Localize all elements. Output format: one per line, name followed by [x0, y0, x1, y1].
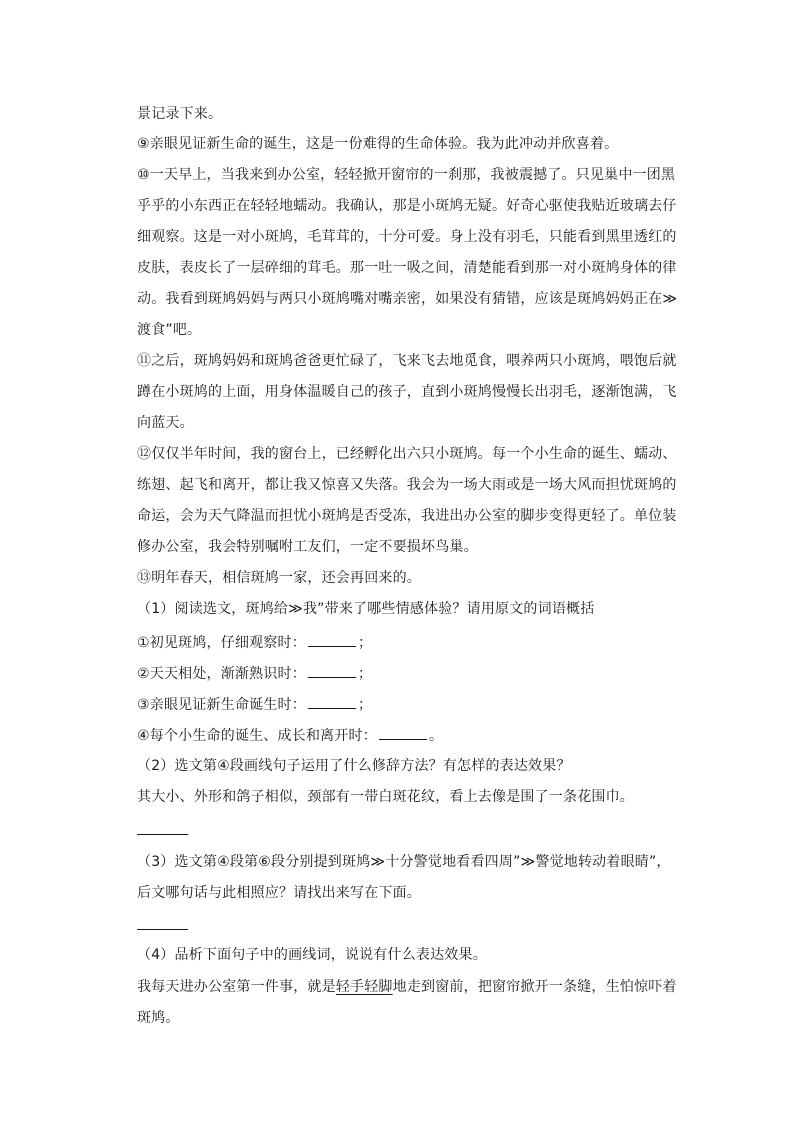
answer-blank[interactable] [308, 695, 356, 709]
paragraph-10-line-3: 细观察。这是一对小斑鸠，毛茸茸的，十分可爱。身上没有羽毛，只能看到黑里透红的 [137, 229, 677, 245]
item-end: ； [357, 666, 373, 682]
text-line: 景记录下来。 [137, 106, 223, 122]
paragraph-13: ⑬明年春天，相信斑鸠一家，还会再回来的。 [137, 570, 421, 586]
paragraph-12-line-3: 命运，会为天气降温而担忧小斑鸠是否受冻，我进出办公室的脚步变得更轻了。单位装 [137, 508, 677, 524]
answer-blank[interactable] [379, 726, 427, 740]
item-end: 。 [428, 728, 444, 744]
answer-line[interactable] [137, 929, 188, 930]
question-1-item [137, 664, 372, 683]
question-2-prompt: （2）选文第④段画线句子运用了什么修辞方法？有怎样的表达效果？ [137, 758, 571, 774]
item-label: ①初见斑鸠，仔细观察时： [137, 635, 306, 651]
sentence-text: 地走到窗前，把窗帘掀开一条缝，生怕惊吓着 [392, 979, 677, 995]
item-end: ； [357, 635, 373, 651]
question-1-item [137, 695, 372, 714]
paragraph-11-line-3: 向蓝天。 [137, 415, 194, 431]
question-1-item [137, 633, 372, 652]
paragraph-12-line-1: ⑫仅仅半年时间，我的窗台上，已经孵化出六只小斑鸠。每一个小生命的诞生、蠕动、 [137, 446, 677, 462]
paragraph-11-line-1: ⑪之后，斑鸠妈妈和斑鸠爸爸更忙碌了，飞来飞去地觅食，喂养两只小斑鸠，喂饱后就 [137, 353, 677, 369]
question-4-sentence [137, 978, 677, 996]
answer-blank[interactable] [308, 633, 356, 647]
paragraph-10-line-5: 动。我看到斑鸠妈妈与两只小斑鸠嘴对嘴亲密，如果没有猜错，应该是斑鸠妈妈正在≫ [137, 291, 678, 307]
question-1-prompt: （1）阅读选文，斑鸠给≫我”带来了哪些情感体验？请用原文的词语概括 [137, 601, 595, 617]
question-1-item [137, 726, 443, 745]
underlined-word: 轻手轻脚 [335, 979, 393, 995]
question-3-prompt-line-2: 后文哪句话与此相照应？请找出来写在下面。 [137, 885, 421, 901]
paragraph-10-line-1: ⑩一天早上，当我来到办公室，轻轻掀开窗帘的一刹那，我被震撼了。只见巢中一团黑 [137, 167, 676, 183]
item-label: ③亲眼见证新生命诞生时： [137, 697, 306, 713]
item-end: ； [357, 697, 373, 713]
paragraph-10-line-2: 乎乎的小东西正在轻轻地蠕动。我确认，那是小斑鸠无疑。好奇心驱使我贴近玻璃去仔 [137, 198, 677, 214]
paragraph-9: ⑨亲眼见证新生命的诞生，这是一份难得的生命体验。我为此冲动并欣喜着。 [137, 136, 619, 152]
paragraph-11-line-2: 蹲在小斑鸠的上面，用身体温暖自己的孩子，直到小斑鸠慢慢长出羽毛，逐渐饱满，飞 [137, 384, 677, 400]
sentence-text: 我每天进办公室第一件事，就是 [137, 979, 336, 995]
item-label: ②天天相处，渐渐熟识时： [137, 666, 306, 682]
paragraph-12-line-4: 修办公室，我会特别嘱咐工友们，一定不要损坏鸟巢。 [137, 539, 478, 555]
answer-line[interactable] [137, 834, 188, 835]
paragraph-12-line-2: 练翅、起飞和离开，都让我又惊喜又失落。我会为一场大雨或是一场大风而担忧斑鸠的 [137, 477, 677, 493]
answer-blank[interactable] [308, 664, 356, 678]
question-4-sentence-line-2: 斑鸠。 [137, 1010, 180, 1026]
item-label: ④每个小生命的诞生、成长和离开时： [137, 728, 377, 744]
question-3-prompt: （3）选文第④段第⑥段分别提到斑鸠≫十分警觉地看看四周”≫警觉地转动着眼睛”， [137, 854, 671, 870]
paragraph-10-line-6: 渡食”吧。 [137, 322, 202, 338]
paragraph-10-line-4: 皮肤，表皮长了一层碎细的茸毛。那一吐一吸之间，清楚能看到那一对小斑鸠身体的律 [137, 260, 677, 276]
question-4-prompt: （4）品析下面句子中的画线词，说说有什么表达效果。 [137, 947, 487, 963]
question-2-sentence: 其大小、外形和鸽子相似，颈部有一带白斑花纹，看上去像是围了一条花围巾。 [137, 789, 634, 805]
